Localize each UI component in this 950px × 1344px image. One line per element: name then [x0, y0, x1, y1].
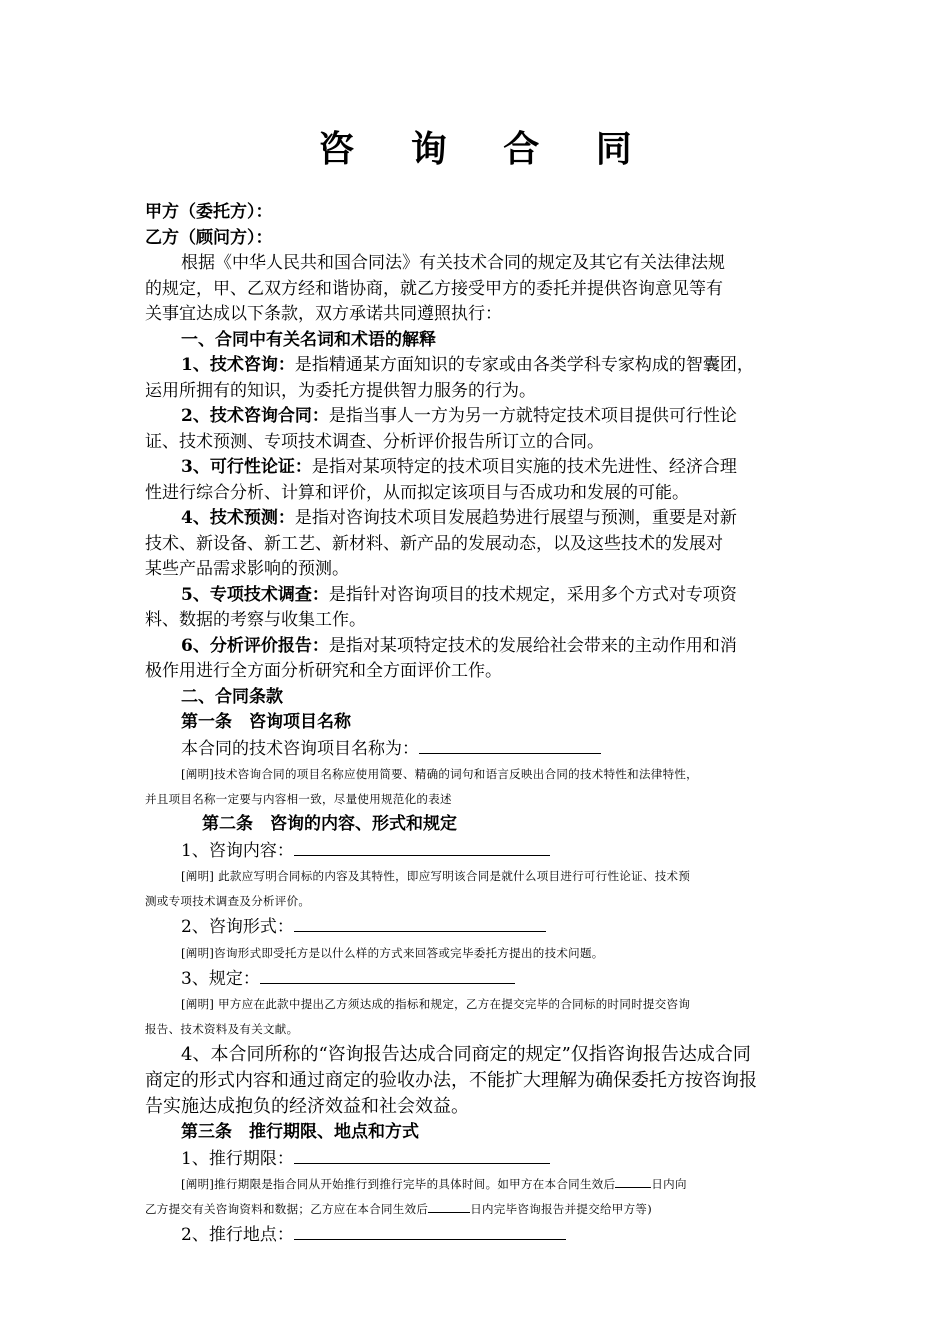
- article-1-note-1: [阐明]技术咨询合同的项目名称应使用简要、精确的词句和语言反映出合同的技术特性和法律特性，: [181, 767, 698, 781]
- article-1-heading: 第一条 咨询项目名称: [181, 712, 351, 732]
- term-period-blank[interactable]: [294, 1146, 550, 1164]
- definition-text-cont: 某些产品需求影响的预测。: [145, 559, 349, 579]
- location-blank[interactable]: [294, 1222, 566, 1240]
- article-1-note-2: 并且项目名称一定要与内容相一致，尽量使用规范化的表述: [145, 792, 452, 806]
- page-title: 咨 询 合 同: [318, 128, 654, 170]
- contract-body: [145, 200, 810, 1249]
- intro-line-2: 的规定，甲、乙双方经和谐协商，就乙方接受甲方的委托并提供咨询意见等有: [145, 278, 723, 299]
- party-b-label: 乙方（顾问方）：: [145, 227, 273, 248]
- consult-content-label: 1、咨询内容：: [181, 840, 294, 861]
- requirements-blank[interactable]: [260, 966, 515, 984]
- definition-text-cont: 证、技术预测、专项技术调查、分析评价报告所订立的合同。: [145, 431, 604, 452]
- definition-text: 是指对某项特定的技术项目实施的技术先进性、经济合理: [311, 457, 737, 477]
- project-name-field: [145, 736, 810, 763]
- note-text: 日内完毕咨询报告并提交给甲方等): [470, 1202, 652, 1216]
- consult-form-label: 2、咨询形式：: [181, 917, 294, 937]
- article-3-note-1a: [145, 1172, 810, 1197]
- definition-item: [145, 634, 810, 660]
- article-2-note-3a: [阐明] 甲方应在此款中提出乙方须达成的指标和规定，乙方在提交完毕的合同标的时同时提交咨询: [181, 997, 691, 1011]
- definition-term: 5、专项技术调查：: [181, 584, 329, 605]
- location-field: [145, 1222, 810, 1249]
- intro-line-1: 根据《中华人民共和国合同法》有关技术合同的规定及其它有关法律法规: [181, 253, 725, 273]
- party-a-label: 甲方（委托方）：: [145, 202, 273, 222]
- definition-text: 是指当事人一方为另一方就特定技术项目提供可行性论: [328, 406, 737, 426]
- note-text: 乙方提交有关咨询资料和数据；乙方应在本合同生效后: [145, 1202, 429, 1216]
- definition-text: 是指针对咨询项目的技术规定，采用多个方式对专项资: [328, 584, 737, 605]
- definition-text-cont: 极作用进行全方面分析研究和全方面评价工作。: [145, 661, 502, 681]
- article-3-heading: 第三条 推行期限、地点和方式: [181, 1122, 419, 1142]
- note-text: 日内向: [651, 1177, 687, 1191]
- article-3-note-1b: [145, 1197, 810, 1222]
- project-name-blank[interactable]: [419, 736, 601, 754]
- consult-content-blank[interactable]: [294, 838, 550, 856]
- article-2-note-1a: [阐明] 此款应写明合同标的内容及其特性，即应写明该合同是就什么项目进行可行性论证、技术预: [181, 869, 691, 883]
- definition-item: [145, 583, 810, 609]
- definition-text-cont: 运用所拥有的知识，为委托方提供智力服务的行为。: [145, 380, 536, 401]
- definition-term: 1、技术咨询：: [181, 355, 295, 375]
- definition-item: [145, 353, 810, 379]
- article-2-note-3b: 报告、技术资料及有关文献。: [145, 1022, 299, 1036]
- intro-line-3: 关事宜达成以下条款，双方承诺共同遵照执行：: [145, 304, 502, 324]
- definition-item: [145, 455, 810, 481]
- section-1-heading: 一、合同中有关名词和术语的解释: [181, 329, 436, 350]
- definition-text-cont: 料、数据的考察与收集工作。: [145, 610, 366, 630]
- definition-text: 是指对某项特定技术的发展给社会带来的主动作用和消: [328, 635, 737, 656]
- definition-text-cont: 技术、新设备、新工艺、新材料、新产品的发展动态，以及这些技术的发展对: [145, 533, 723, 554]
- article-2-item-4b: 商定的形式内容和通过商定的验收办法，不能扩大理解为确保委托方按咨询报: [145, 1070, 757, 1091]
- definition-term: 3、可行性论证：: [181, 457, 312, 477]
- definition-term: 4、技术预测：: [181, 508, 295, 528]
- term-period-field: [145, 1146, 810, 1173]
- consult-content-field: [145, 838, 810, 865]
- term-period-label: 1、推行期限：: [181, 1148, 294, 1169]
- definition-item: [145, 404, 810, 430]
- requirements-field: [145, 966, 810, 993]
- definition-item: [145, 506, 810, 532]
- article-2-item-4a: 4、本合同所称的“咨询报告达成合同商定的规定”仅指咨询报告达成合同: [181, 1044, 751, 1065]
- days-blank[interactable]: [428, 1201, 470, 1213]
- article-2-note-1b: 测或专项技术调查及分析评价。: [145, 894, 311, 908]
- definition-term: 6、分析评价报告：: [181, 635, 329, 656]
- note-text: [阐明]推行期限是指合同从开始推行到推行完毕的具体时间。如甲方在本合同生效后: [181, 1177, 616, 1191]
- definition-term: 2、技术咨询合同：: [181, 406, 329, 426]
- article-2-note-2: [阐明]咨询形式即受托方是以什么样的方式来回答或完毕委托方提出的技术问题。: [181, 945, 604, 960]
- definition-text-cont: 性进行综合分析、计算和评价，从而拟定该项目与否成功和发展的可能。: [145, 482, 689, 503]
- article-2-item-4c: 告实施达成抱负的经济效益和社会效益。: [145, 1096, 469, 1117]
- project-name-label: 本合同的技术咨询项目名称为：: [181, 738, 419, 759]
- location-label: 2、推行地点：: [181, 1225, 294, 1245]
- days-blank[interactable]: [615, 1176, 651, 1188]
- consult-form-blank[interactable]: [294, 914, 546, 932]
- definition-text: 是指对咨询技术项目发展趋势进行展望与预测，重要是对新: [294, 508, 737, 528]
- section-2-heading: 二、合同条款: [181, 686, 283, 707]
- requirements-label: 3、规定：: [181, 968, 260, 989]
- article-2-heading: 第二条 咨询的内容、形式和规定: [202, 814, 457, 834]
- definition-text: 是指精通某方面知识的专家或由各类学科专家构成的智囊团，: [294, 355, 754, 375]
- consult-form-field: [145, 914, 810, 941]
